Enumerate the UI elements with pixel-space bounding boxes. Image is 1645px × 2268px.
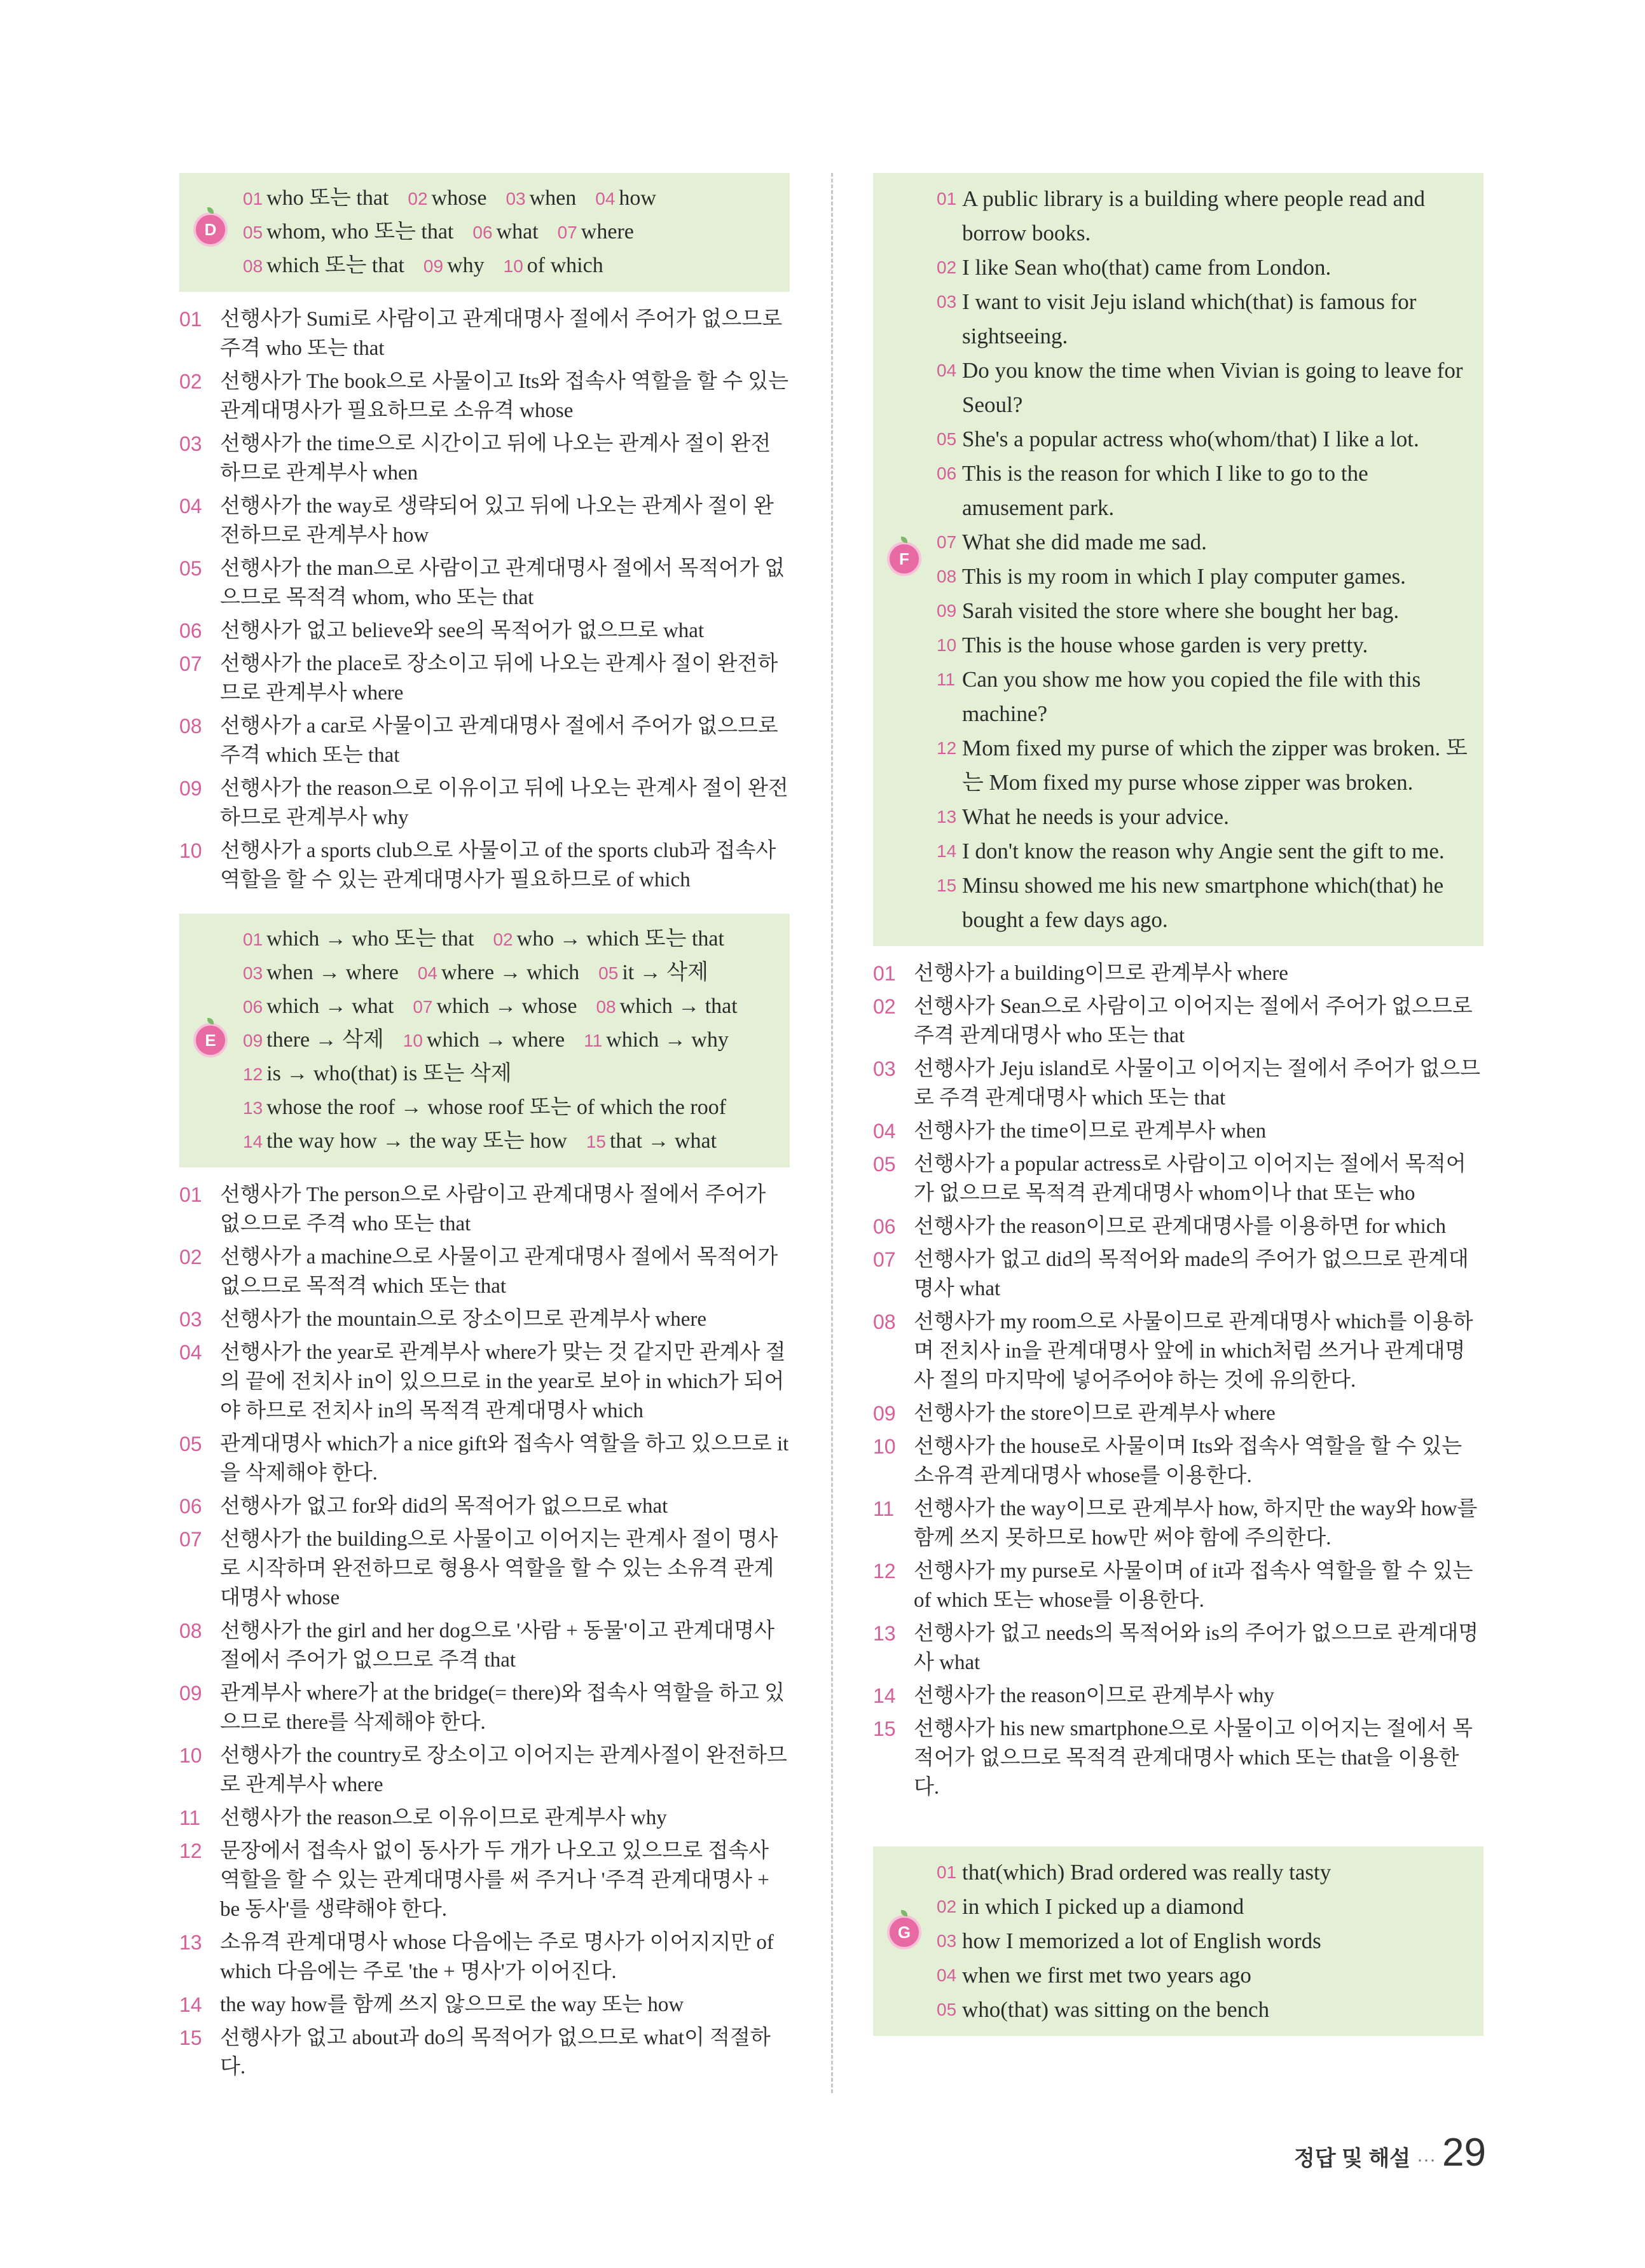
answer-item <box>937 457 1471 525</box>
answer-text: which → whose <box>436 994 577 1018</box>
item-number: 07 <box>179 652 202 675</box>
answer-text: of which <box>527 254 603 277</box>
answer-text: which → who 또는 that <box>266 927 474 951</box>
answer-item <box>937 285 1471 354</box>
explanation-item <box>873 1399 1483 1428</box>
answer-text: I don't know the reason why Angie sent the gift to me. <box>962 839 1445 863</box>
explanation-item <box>179 1242 790 1301</box>
answer-item <box>418 956 579 990</box>
explanation-text: 선행사가 Sumi로 사람이고 관계대명사 절에서 주어가 없으므로 주격 who 또는 that <box>220 308 783 360</box>
section-e-answers <box>179 914 790 1167</box>
answer-text: I like Sean who(that) came from London. <box>962 255 1332 280</box>
item-number: 10 <box>503 256 523 276</box>
answer-text: that → what <box>609 1129 717 1153</box>
answer-item <box>937 1890 1471 1924</box>
item-number: 10 <box>873 1435 896 1458</box>
answer-text: Can you show me how you copied the file with this machine? <box>962 667 1421 726</box>
answer-text: which → what <box>266 994 394 1018</box>
item-number: 11 <box>937 670 956 689</box>
explanation-text: 선행사가 the reason이므로 관계부사 why <box>914 1684 1274 1707</box>
explanation-item <box>179 649 790 708</box>
explanation-text: 선행사가 Sean으로 사람이고 이어지는 절에서 주어가 없으므로 주격 관계대명사 who 또는 that <box>914 995 1473 1047</box>
explanation-item <box>179 1836 790 1924</box>
section-g-answers <box>873 1846 1483 2036</box>
explanation-item <box>179 2023 790 2082</box>
item-number: 04 <box>937 361 957 380</box>
explanation-text: 선행사가 my room으로 사물이므로 관계대명사 which를 이용하며 전치사 in을 관계대명사 앞에 in which처럼 쓰거나 관계대명사 절의 마지막에 넣어주어야 하는 것에 유의한다. <box>914 1310 1473 1392</box>
answer-item <box>937 869 1471 937</box>
explanation-text: 선행사가 a popular actress로 사람이고 이어지는 절에서 목적어가 없으므로 목적격 관계대명사 whom이나 that 또는 who <box>914 1153 1466 1205</box>
explanation-text: the way how를 함께 쓰지 않으므로 the way 또는 how <box>220 1993 684 2016</box>
item-number: 06 <box>472 223 493 242</box>
explanation-text: 선행사가 없고 needs의 목적어와 is의 주어가 없으므로 관계대명사 what <box>914 1622 1479 1674</box>
item-number: 12 <box>873 1560 896 1583</box>
item-number: 03 <box>179 1308 202 1331</box>
answer-text: This is the house whose garden is very pretty. <box>962 633 1368 657</box>
answer-text: why <box>447 254 485 277</box>
answer-text: which → why <box>606 1028 729 1052</box>
explanation-text: 선행사가 the reason이므로 관계대명사를 이용하면 for which <box>914 1215 1446 1238</box>
answer-item <box>243 990 394 1024</box>
left-column <box>179 173 790 2086</box>
answer-item <box>243 1125 567 1158</box>
item-number: 07 <box>873 1248 896 1271</box>
footer-dots: ··· <box>1417 2149 1436 2170</box>
answer-text: the way how → the way 또는 how <box>266 1129 567 1153</box>
item-number: 15 <box>873 1717 896 1740</box>
item-number: 12 <box>243 1064 263 1084</box>
answer-item <box>243 216 453 249</box>
item-number: 05 <box>243 223 263 242</box>
explanation-item <box>873 1054 1483 1113</box>
explanation-item <box>179 1180 790 1239</box>
explanation-text: 선행사가 the way로 생략되어 있고 뒤에 나오는 관계사 절이 완전하므로 관계부사 how <box>220 495 774 547</box>
explanation-item <box>873 1212 1483 1241</box>
explanation-item <box>179 554 790 612</box>
item-number: 12 <box>937 738 957 758</box>
answer-text: This is the reason for which I like to go to the amusement park. <box>962 461 1368 520</box>
section-d-badge: D <box>193 212 228 247</box>
answer-text: when → where <box>266 961 399 984</box>
explanation-text: 선행사가 a machine으로 사물이고 관계대명사 절에서 목적어가 없으므로 목적격 which 또는 that <box>220 1246 778 1298</box>
item-number: 02 <box>873 995 896 1018</box>
item-number: 10 <box>179 1744 202 1767</box>
item-number: 09 <box>179 777 202 800</box>
item-number: 03 <box>506 189 526 209</box>
explanation-item <box>179 774 790 832</box>
item-number: 08 <box>179 715 202 738</box>
answer-text: that(which) Brad ordered was really tasty <box>962 1860 1332 1885</box>
explanation-text: 문장에서 접속사 없이 동사가 두 개가 나오고 있으므로 접속사 역할을 할 수 있는 관계대명사를 써 주거나 '주격 관계대명사 + be 동사'를 생략해야 한다. <box>220 1839 769 1921</box>
item-number: 09 <box>873 1402 896 1425</box>
answer-item <box>243 923 474 956</box>
item-number: 11 <box>584 1031 603 1050</box>
section-g-badge: G <box>887 1915 921 1949</box>
answer-item <box>937 800 1471 834</box>
leaf-icon <box>207 207 214 214</box>
explanation-item <box>179 1803 790 1832</box>
item-number: 09 <box>423 256 444 276</box>
item-number: 05 <box>179 1433 202 1455</box>
item-number: 13 <box>243 1098 263 1118</box>
explanation-text: 관계대명사 which가 a nice gift와 접속사 역할을 하고 있으므로 it을 삭제해야 한다. <box>220 1433 789 1485</box>
answer-item <box>506 182 576 216</box>
section-d-answers <box>179 173 790 292</box>
answer-text: I want to visit Jeju island which(that) is famous for sightseeing. <box>962 289 1417 348</box>
explanation-item <box>873 1681 1483 1710</box>
item-number: 14 <box>179 1993 202 2016</box>
explanation-text: 선행사가 The person으로 사람이고 관계대명사 절에서 주어가 없으므로 주격 who 또는 that <box>220 1183 766 1235</box>
answer-text: Mom fixed my purse of which the zipper was broken. 또는 Mom fixed my purse whose zipper was broken. <box>962 736 1468 795</box>
answer-row <box>243 1091 777 1125</box>
answer-item <box>937 251 1471 285</box>
explanation-text: 선행사가 my purse로 사물이며 of it과 접속사 역할을 할 수 있는 of which 또는 whose를 이용한다. <box>914 1560 1473 1612</box>
answer-item <box>937 422 1471 457</box>
answer-item <box>243 956 399 990</box>
answer-text: whose the roof → whose roof 또는 of which the roof <box>266 1096 727 1119</box>
item-number: 01 <box>937 189 957 209</box>
answer-text: it → 삭제 <box>622 961 708 984</box>
answer-item <box>596 990 737 1024</box>
item-number: 04 <box>595 189 616 209</box>
answer-item <box>504 249 603 283</box>
section-f-badge: F <box>887 542 921 576</box>
item-number: 09 <box>243 1031 263 1050</box>
answer-item <box>937 560 1471 594</box>
answer-row <box>243 182 777 216</box>
explanation-item <box>873 1432 1483 1490</box>
explanation-text: 관계부사 where가 at the bridge(= there)와 접속사 역할을 하고 있으므로 there를 삭제해야 한다. <box>220 1682 785 1734</box>
item-number: 14 <box>243 1132 263 1151</box>
leaf-icon <box>207 1018 214 1024</box>
item-number: 06 <box>873 1215 896 1238</box>
answer-row <box>243 216 777 249</box>
answer-text: where <box>581 220 634 244</box>
item-number: 04 <box>937 1965 957 1985</box>
answer-text: which → where <box>426 1028 565 1052</box>
answer-item <box>243 1024 384 1057</box>
explanation-item <box>179 1338 790 1426</box>
item-number: 03 <box>937 292 957 312</box>
answer-item <box>937 1924 1471 1958</box>
item-number: 01 <box>937 1862 957 1882</box>
item-number: 08 <box>179 1619 202 1642</box>
item-number: 03 <box>243 963 263 983</box>
explanation-text: 선행사가 the building으로 사물이고 이어지는 관계사 절이 명사로 시작하며 완전하므로 형용사 역할을 할 수 있는 소유격 관계대명사 whose <box>220 1528 778 1609</box>
explanation-item <box>179 1305 790 1334</box>
explanation-text: 선행사가 the house로 사물이며 Its와 접속사 역할을 할 수 있는 소유격 관계대명사 whose를 이용한다. <box>914 1435 1463 1487</box>
item-number: 05 <box>598 963 619 983</box>
answer-text: Minsu showed me his new smartphone which(that) he bought a few days ago. <box>962 873 1444 932</box>
answer-row <box>243 923 777 956</box>
answer-item <box>937 834 1471 869</box>
page-footer <box>1294 2130 1486 2175</box>
answer-text: who → which 또는 that <box>516 927 724 951</box>
leaf-icon <box>901 1910 907 1916</box>
page-number: 29 <box>1442 2131 1486 2175</box>
answer-item <box>937 1958 1471 1993</box>
explanation-item <box>873 1117 1483 1146</box>
item-number: 03 <box>179 432 202 455</box>
item-number: 02 <box>937 1897 957 1916</box>
explanation-item <box>179 1429 790 1488</box>
explanation-text: 선행사가 없고 for와 did의 목적어가 없으므로 what <box>220 1495 668 1518</box>
item-number: 08 <box>596 997 616 1017</box>
item-number: 06 <box>243 997 263 1017</box>
section-e-badge: E <box>193 1023 228 1057</box>
answer-item <box>937 1993 1471 2027</box>
item-number: 08 <box>937 567 957 586</box>
item-number: 14 <box>873 1684 896 1707</box>
explanation-item <box>179 1616 790 1675</box>
answer-item <box>937 628 1471 663</box>
answer-text: is → who(that) is 또는 삭제 <box>266 1062 512 1085</box>
item-number: 02 <box>493 930 513 949</box>
answer-text: Do you know the time when Vivian is going to leave for Seoul? <box>962 358 1463 417</box>
item-number: 05 <box>179 557 202 580</box>
item-number: 10 <box>403 1031 423 1050</box>
answer-item <box>243 249 404 283</box>
answer-text: Sarah visited the store where she bought her bag. <box>962 598 1400 623</box>
item-number: 03 <box>937 1931 957 1951</box>
answer-item <box>243 1091 726 1125</box>
answer-item <box>937 594 1471 628</box>
answer-text: there → 삭제 <box>266 1028 384 1052</box>
item-number: 01 <box>179 308 202 331</box>
answer-text: where → which <box>441 961 580 984</box>
explanation-text: 선행사가 his new smartphone으로 사물이고 이어지는 절에서 목적어가 없으므로 목적격 관계대명사 which 또는 that을 이용한다. <box>914 1717 1473 1799</box>
explanation-item <box>873 1619 1483 1677</box>
leaf-icon <box>901 537 907 543</box>
explanation-item <box>873 1150 1483 1208</box>
explanation-item <box>179 491 790 550</box>
explanation-item <box>873 1714 1483 1802</box>
answer-item <box>472 216 538 249</box>
answer-text: who(that) was sitting on the bench <box>962 1997 1270 2022</box>
item-number: 01 <box>873 962 896 985</box>
explanation-item <box>873 1557 1483 1615</box>
answer-row <box>243 1057 777 1091</box>
answer-text: which → that <box>619 994 738 1018</box>
item-number: 15 <box>586 1132 606 1151</box>
explanation-text: 선행사가 없고 did의 목적어와 made의 주어가 없으므로 관계대명사 what <box>914 1248 1469 1300</box>
item-number: 01 <box>243 930 263 949</box>
explanation-text: 선행사가 a building이므로 관계부사 where <box>914 962 1288 985</box>
answer-row <box>243 956 777 990</box>
answer-item <box>423 249 485 283</box>
explanation-text: 선행사가 the reason으로 이유이므로 관계부사 why <box>220 1806 667 1829</box>
answer-item <box>598 956 708 990</box>
explanation-item <box>179 429 790 488</box>
item-number: 11 <box>873 1497 895 1520</box>
explanation-item <box>179 1990 790 2019</box>
item-number: 02 <box>179 1246 202 1268</box>
column-divider <box>831 173 833 2093</box>
answer-item <box>403 1024 565 1057</box>
explanation-item <box>873 1245 1483 1303</box>
answer-item <box>937 1855 1471 1890</box>
item-number: 02 <box>937 258 957 277</box>
explanation-item <box>873 992 1483 1050</box>
explanation-text: 선행사가 a car로 사물이고 관계대명사 절에서 주어가 없으므로 주격 which 또는 that <box>220 715 778 767</box>
explanation-item <box>873 959 1483 988</box>
explanation-text: 선행사가 the time으로 시간이고 뒤에 나오는 관계사 절이 완전하므로 관계부사 when <box>220 432 771 485</box>
answer-text: what <box>496 220 539 244</box>
section-f-explanations <box>873 959 1483 1802</box>
explanation-item <box>179 711 790 770</box>
explanation-text: 선행사가 없고 believe와 see의 목적어가 없으므로 what <box>220 619 705 642</box>
item-number: 07 <box>413 997 433 1017</box>
explanation-item <box>873 1494 1483 1553</box>
explanation-text: 선행사가 the year로 관계부사 where가 맞는 것 같지만 관계사 절의 끝에 전치사 in이 있으므로 in the year로 보아 in which가 되어야 하므로 전치사 in의 목적격 관계대명사 which <box>220 1341 786 1422</box>
item-number: 08 <box>873 1310 896 1333</box>
answer-item <box>413 990 577 1024</box>
explanation-text: 선행사가 the reason으로 이유이고 뒤에 나오는 관계사 절이 완전하므로 관계부사 why <box>220 777 788 829</box>
explanation-text: 선행사가 the mountain으로 장소이므로 관계부사 where <box>220 1308 707 1331</box>
item-number: 14 <box>937 841 957 861</box>
item-number: 09 <box>937 601 957 621</box>
answer-row <box>243 1024 777 1057</box>
answer-item <box>937 525 1471 560</box>
item-number: 07 <box>179 1528 202 1551</box>
answer-item <box>937 354 1471 422</box>
explanation-text: 선행사가 the place로 장소이고 뒤에 나오는 관계사 절이 완전하므로 관계부사 where <box>220 652 778 704</box>
answer-item <box>558 216 634 249</box>
explanation-item <box>179 1679 790 1737</box>
right-column <box>873 173 1483 2036</box>
item-number: 07 <box>937 532 957 552</box>
explanation-text: 선행사가 the man으로 사람이고 관계대명사 절에서 목적어가 없으므로 목적격 whom, who 또는 that <box>220 557 785 609</box>
item-number: 13 <box>179 1931 202 1954</box>
item-number: 04 <box>417 963 438 983</box>
answer-item <box>937 663 1471 731</box>
answer-text: whose <box>431 186 487 210</box>
explanation-text: 선행사가 a sports club으로 사물이고 of the sports club과 접속사 역할을 할 수 있는 관계대명사가 필요하므로 of which <box>220 839 776 891</box>
answer-text: how <box>619 186 656 210</box>
explanation-item <box>179 1741 790 1799</box>
answer-item <box>243 182 389 216</box>
explanation-text: 선행사가 the country로 장소이고 이어지는 관계사절이 완전하므로 관계부사 where <box>220 1744 787 1796</box>
explanation-item <box>179 1525 790 1612</box>
explanation-text: 선행사가 없고 about과 do의 목적어가 없으므로 what이 적절하다. <box>220 2026 771 2079</box>
item-number: 15 <box>937 876 957 895</box>
item-number: 02 <box>408 189 428 209</box>
footer-label: 정답 및 해설 <box>1293 2147 1411 2171</box>
section-d-explanations <box>179 305 790 895</box>
answer-text: She's a popular actress who(whom/that) I like a lot. <box>962 427 1419 451</box>
item-number: 06 <box>937 464 957 483</box>
item-number: 10 <box>179 839 202 862</box>
explanation-item <box>179 1492 790 1521</box>
answer-text: in which I picked up a diamond <box>962 1894 1244 1919</box>
item-number: 11 <box>179 1806 201 1829</box>
section-f-answers <box>873 173 1483 946</box>
answer-text: when we first met two years ago <box>962 1963 1251 1988</box>
explanation-text: 선행사가 The book으로 사물이고 Its와 접속사 역할을 할 수 있는 관계대명사가 필요하므로 소유격 whose <box>220 370 788 422</box>
answer-text: which 또는 that <box>266 254 404 277</box>
answer-item <box>408 182 486 216</box>
answer-text: What she did made me sad. <box>962 530 1207 554</box>
explanation-text: 선행사가 the way이므로 관계부사 how, 하지만 the way와 how를 함께 쓰지 못하므로 how만 써야 함에 주의한다. <box>914 1497 1478 1550</box>
item-number: 04 <box>873 1120 896 1143</box>
item-number: 01 <box>179 1183 202 1206</box>
item-number: 05 <box>937 429 957 449</box>
item-number: 02 <box>179 370 202 393</box>
item-number: 01 <box>243 189 263 209</box>
explanation-item <box>179 305 790 363</box>
answer-text: who 또는 that <box>266 186 389 210</box>
answer-text: What he needs is your advice. <box>962 804 1229 829</box>
explanation-item <box>179 1928 790 1986</box>
explanation-text: 선행사가 the girl and her dog으로 '사람 + 동물'이고 관계대명사 절에서 주어가 없으므로 주격 that <box>220 1619 775 1672</box>
explanation-item <box>179 616 790 645</box>
item-number: 13 <box>873 1622 896 1645</box>
explanation-item <box>179 367 790 425</box>
answer-item <box>937 731 1471 800</box>
answer-text: whom, who 또는 that <box>266 220 454 244</box>
item-number: 09 <box>179 1682 202 1705</box>
answer-item <box>595 182 656 216</box>
answer-row <box>243 249 777 283</box>
explanation-text: 선행사가 the store이므로 관계부사 where <box>914 1402 1276 1425</box>
item-number: 12 <box>179 1839 202 1862</box>
item-number: 07 <box>557 223 577 242</box>
explanation-text: 선행사가 the time이므로 관계부사 when <box>914 1120 1267 1143</box>
item-number: 06 <box>179 1495 202 1518</box>
answer-row <box>243 990 777 1024</box>
item-number: 06 <box>179 619 202 642</box>
item-number: 08 <box>243 256 263 276</box>
answer-item <box>243 1057 512 1091</box>
item-number: 05 <box>937 2000 957 2019</box>
answer-row <box>243 1125 777 1158</box>
answer-text: This is my room in which I play computer games. <box>962 564 1406 589</box>
explanation-item <box>873 1307 1483 1395</box>
item-number: 13 <box>937 807 957 827</box>
item-number: 04 <box>179 495 202 518</box>
item-number: 04 <box>179 1341 202 1364</box>
item-number: 03 <box>873 1057 896 1080</box>
answer-text: how I memorized a lot of English words <box>962 1928 1321 1953</box>
explanation-text: 소유격 관계대명사 whose 다음에는 주로 명사가 이어지지만 of which 다음에는 주로 'the + 명사'가 이어진다. <box>220 1931 774 1983</box>
item-number: 10 <box>937 635 957 655</box>
item-number: 05 <box>873 1153 896 1176</box>
answer-item <box>586 1125 717 1158</box>
answer-text: when <box>529 186 577 210</box>
answer-item <box>493 923 724 956</box>
explanation-text: 선행사가 Jeju island로 사물이고 이어지는 절에서 주어가 없으므로 주격 관계대명사 which 또는 that <box>914 1057 1481 1110</box>
answer-text: A public library is a building where people read and borrow books. <box>962 186 1425 245</box>
explanation-item <box>179 836 790 895</box>
section-e-explanations <box>179 1180 790 2082</box>
item-number: 15 <box>179 2026 202 2049</box>
answer-item <box>937 182 1471 251</box>
answer-item <box>584 1024 729 1057</box>
